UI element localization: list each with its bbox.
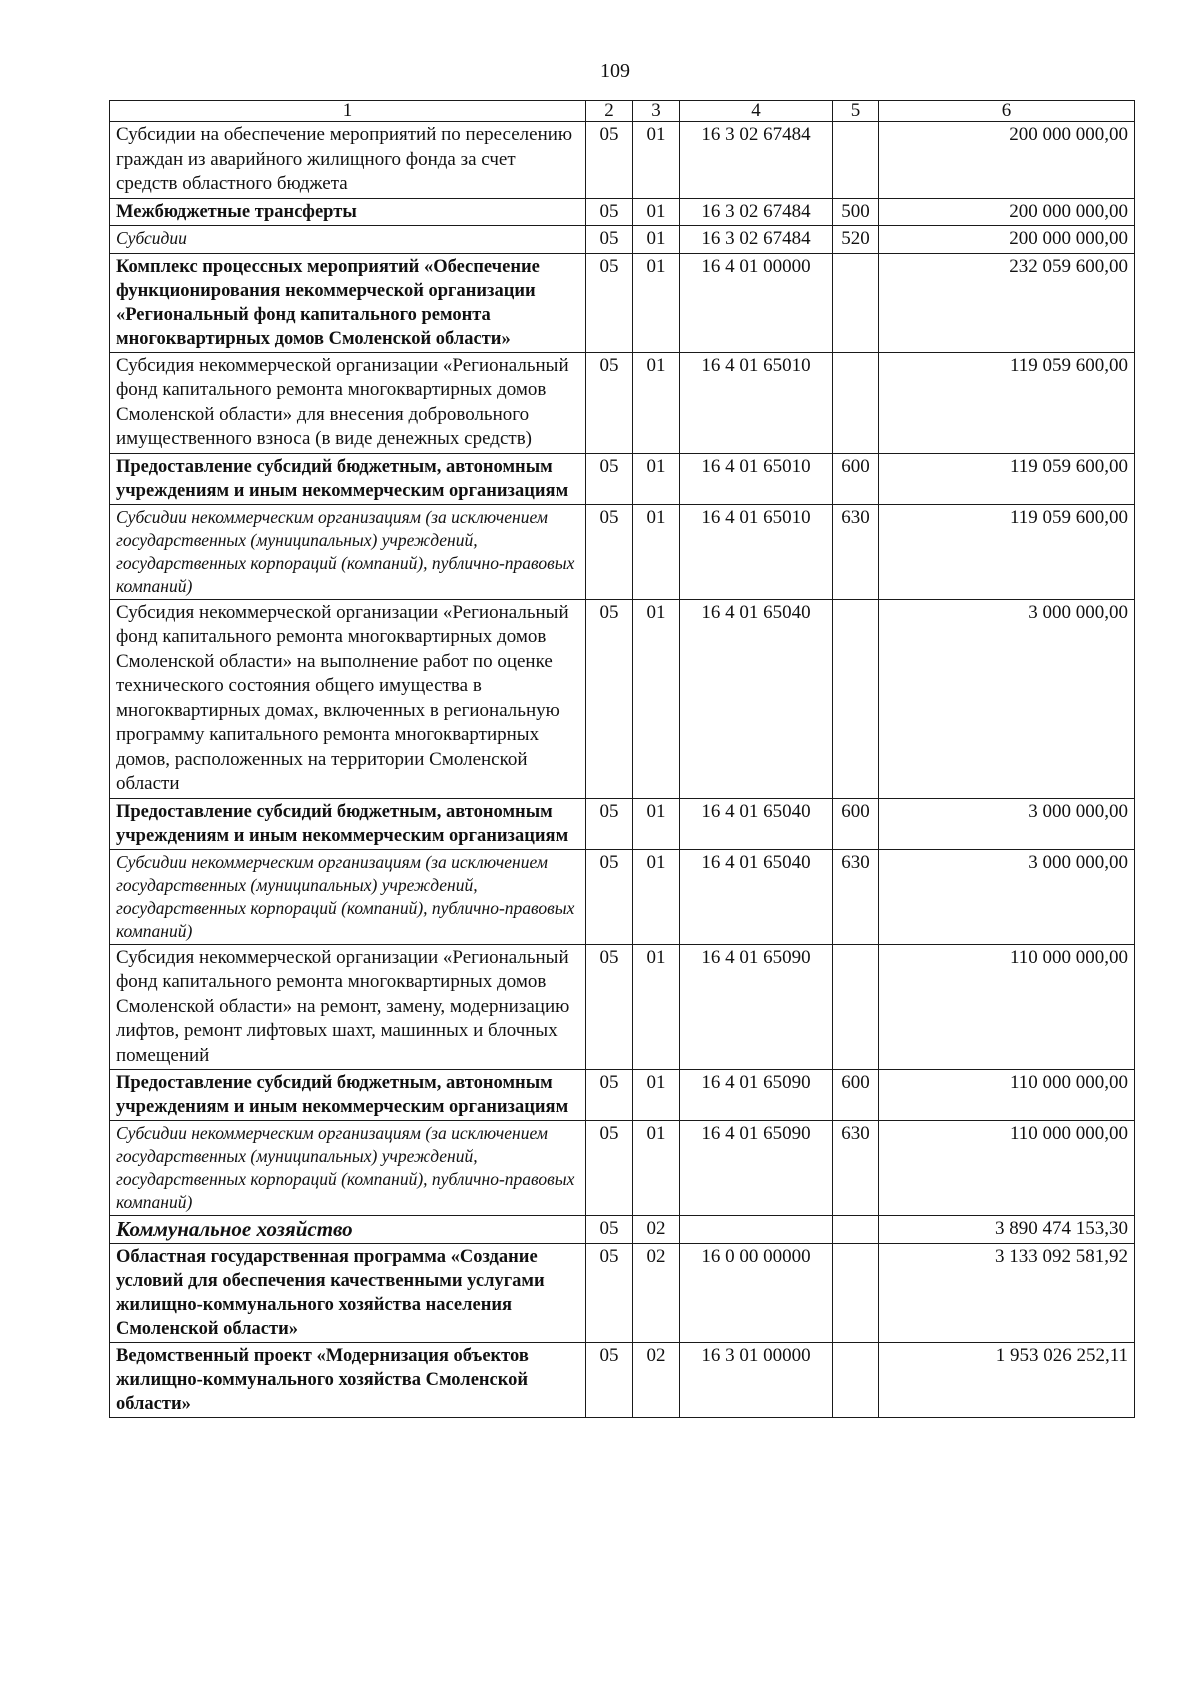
- row-name-cell: Субсидии на обеспечение мероприятий по переселению граждан из аварийного жилищного фонда за счет средств областного бюджета: [110, 122, 586, 199]
- row-amount-cell: 200 000 000,00: [879, 226, 1135, 254]
- row-csr-cell: 16 3 02 67484: [680, 198, 833, 226]
- row-podrazdel-cell: 01: [633, 944, 680, 1070]
- row-podrazdel-cell: 01: [633, 1070, 680, 1121]
- row-name-cell: Субсидия некоммерческой организации «Региональный фонд капитального ремонта многоквартирных домов Смоленской области» для внесения добровольного имущественного взноса (в виде денежных средств): [110, 352, 586, 453]
- row-razdel-cell: 05: [586, 798, 633, 849]
- table-row: [110, 849, 1135, 944]
- row-csr-cell: 16 4 01 65040: [680, 599, 833, 798]
- row-vr-cell: 600: [833, 798, 879, 849]
- budget-table: [109, 100, 1135, 1418]
- row-vr-cell: 600: [833, 1070, 879, 1121]
- row-podrazdel-cell: 02: [633, 1244, 680, 1343]
- row-razdel-cell: 05: [586, 849, 633, 944]
- row-vr-cell: 500: [833, 198, 879, 226]
- table-row: [110, 1070, 1135, 1121]
- row-csr-cell: 16 4 01 65090: [680, 1121, 833, 1216]
- row-vr-cell: 630: [833, 849, 879, 944]
- row-vr-cell: 600: [833, 453, 879, 504]
- row-amount-cell: 110 000 000,00: [879, 944, 1135, 1070]
- row-podrazdel-cell: 02: [633, 1216, 680, 1244]
- row-vr-cell: [833, 1343, 879, 1418]
- row-csr-cell: 16 4 01 65010: [680, 352, 833, 453]
- row-amount-cell: 200 000 000,00: [879, 122, 1135, 199]
- row-name-cell: Субсидия некоммерческой организации «Региональный фонд капитального ремонта многоквартирных домов Смоленской области» на выполнение работ по оценке технического состояния общего имущества в многоквартирных домах, включенных в региональную программу капитального ремонта многоквартирных домов, расположенных на территории Смоленской области: [110, 599, 586, 798]
- table-row: [110, 944, 1135, 1070]
- row-vr-cell: [833, 253, 879, 352]
- row-razdel-cell: 05: [586, 1343, 633, 1418]
- row-csr-cell: [680, 1216, 833, 1244]
- table-row: [110, 352, 1135, 453]
- header-cell-razdel: 2: [586, 101, 633, 122]
- row-name-cell: Межбюджетные трансферты: [110, 198, 586, 226]
- table-body: [110, 122, 1135, 1418]
- row-podrazdel-cell: 01: [633, 198, 680, 226]
- row-name-cell: Предоставление субсидий бюджетным, автономным учреждениям и иным некоммерческим организациям: [110, 1070, 586, 1121]
- header-cell-vr: 5: [833, 101, 879, 122]
- row-podrazdel-cell: 01: [633, 352, 680, 453]
- row-vr-cell: 630: [833, 504, 879, 599]
- row-podrazdel-cell: 01: [633, 453, 680, 504]
- row-csr-cell: 16 4 01 65090: [680, 1070, 833, 1121]
- row-amount-cell: 110 000 000,00: [879, 1121, 1135, 1216]
- table-row: [110, 122, 1135, 199]
- row-podrazdel-cell: 01: [633, 253, 680, 352]
- table-header: [110, 101, 1135, 122]
- table-row: [110, 1244, 1135, 1343]
- row-csr-cell: 16 0 00 00000: [680, 1244, 833, 1343]
- row-amount-cell: 3 000 000,00: [879, 849, 1135, 944]
- table-row: [110, 1121, 1135, 1216]
- row-amount-cell: 119 059 600,00: [879, 453, 1135, 504]
- table-row: [110, 453, 1135, 504]
- row-razdel-cell: 05: [586, 1070, 633, 1121]
- row-name-cell: Субсидии: [110, 226, 586, 254]
- table-row: [110, 226, 1135, 254]
- row-csr-cell: 16 4 01 65090: [680, 944, 833, 1070]
- row-name-cell: Областная государственная программа «Создание условий для обеспечения качественными услугами жилищно-коммунального хозяйства населения Смоленской области»: [110, 1244, 586, 1343]
- row-amount-cell: 110 000 000,00: [879, 1070, 1135, 1121]
- row-podrazdel-cell: 01: [633, 504, 680, 599]
- table-row: [110, 1216, 1135, 1244]
- row-name-cell: Предоставление субсидий бюджетным, автономным учреждениям и иным некоммерческим организациям: [110, 453, 586, 504]
- row-vr-cell: [833, 944, 879, 1070]
- row-vr-cell: [833, 122, 879, 199]
- row-razdel-cell: 05: [586, 1121, 633, 1216]
- row-csr-cell: 16 3 02 67484: [680, 122, 833, 199]
- row-name-cell: Ведомственный проект «Модернизация объектов жилищно-коммунального хозяйства Смоленской области»: [110, 1343, 586, 1418]
- row-podrazdel-cell: 01: [633, 599, 680, 798]
- table-row: [110, 198, 1135, 226]
- row-amount-cell: 3 890 474 153,30: [879, 1216, 1135, 1244]
- row-razdel-cell: 05: [586, 122, 633, 199]
- page-number: 109: [600, 60, 630, 82]
- row-csr-cell: 16 4 01 65010: [680, 453, 833, 504]
- row-name-cell: Субсидии некоммерческим организациям (за исключением государственных (муниципальных) учреждений, государственных корпораций (компаний), публично-правовых компаний): [110, 504, 586, 599]
- row-podrazdel-cell: 01: [633, 226, 680, 254]
- row-vr-cell: [833, 1216, 879, 1244]
- header-cell-csr: 4: [680, 101, 833, 122]
- row-amount-cell: 200 000 000,00: [879, 198, 1135, 226]
- row-razdel-cell: 05: [586, 198, 633, 226]
- row-vr-cell: 520: [833, 226, 879, 254]
- row-amount-cell: 119 059 600,00: [879, 504, 1135, 599]
- row-csr-cell: 16 4 01 65040: [680, 849, 833, 944]
- row-podrazdel-cell: 01: [633, 798, 680, 849]
- row-razdel-cell: 05: [586, 944, 633, 1070]
- table-row: [110, 798, 1135, 849]
- header-cell-podrazdel: 3: [633, 101, 680, 122]
- row-razdel-cell: 05: [586, 504, 633, 599]
- row-csr-cell: 16 4 01 65010: [680, 504, 833, 599]
- row-vr-cell: [833, 352, 879, 453]
- row-name-cell: Комплекс процессных мероприятий «Обеспечение функционирования некоммерческой организации «Региональный фонд капитального ремонта многоквартирных домов Смоленской области»: [110, 253, 586, 352]
- row-vr-cell: [833, 1244, 879, 1343]
- row-amount-cell: 3 000 000,00: [879, 599, 1135, 798]
- row-razdel-cell: 05: [586, 1216, 633, 1244]
- row-vr-cell: 630: [833, 1121, 879, 1216]
- table-row: [110, 1343, 1135, 1418]
- row-vr-cell: [833, 599, 879, 798]
- row-podrazdel-cell: 01: [633, 1121, 680, 1216]
- header-cell-amount: 6: [879, 101, 1135, 122]
- row-name-cell: Предоставление субсидий бюджетным, автономным учреждениям и иным некоммерческим организациям: [110, 798, 586, 849]
- row-amount-cell: 3 133 092 581,92: [879, 1244, 1135, 1343]
- header-row: [110, 101, 1135, 122]
- row-csr-cell: 16 3 01 00000: [680, 1343, 833, 1418]
- table-row: [110, 253, 1135, 352]
- row-name-cell: Коммунальное хозяйство: [110, 1216, 586, 1244]
- row-amount-cell: 119 059 600,00: [879, 352, 1135, 453]
- row-podrazdel-cell: 02: [633, 1343, 680, 1418]
- row-podrazdel-cell: 01: [633, 122, 680, 199]
- row-csr-cell: 16 3 02 67484: [680, 226, 833, 254]
- row-name-cell: Субсидия некоммерческой организации «Региональный фонд капитального ремонта многоквартирных домов Смоленской области» на ремонт, замену, модернизацию лифтов, ремонт лифтовых шахт, машинных и блочных помещений: [110, 944, 586, 1070]
- row-razdel-cell: 05: [586, 253, 633, 352]
- row-podrazdel-cell: 01: [633, 849, 680, 944]
- row-csr-cell: 16 4 01 65040: [680, 798, 833, 849]
- row-razdel-cell: 05: [586, 453, 633, 504]
- row-razdel-cell: 05: [586, 1244, 633, 1343]
- row-csr-cell: 16 4 01 00000: [680, 253, 833, 352]
- row-razdel-cell: 05: [586, 226, 633, 254]
- table-row: [110, 599, 1135, 798]
- header-cell-name: 1: [110, 101, 586, 122]
- row-razdel-cell: 05: [586, 599, 633, 798]
- row-name-cell: Субсидии некоммерческим организациям (за исключением государственных (муниципальных) учреждений, государственных корпораций (компаний), публично-правовых компаний): [110, 1121, 586, 1216]
- row-name-cell: Субсидии некоммерческим организациям (за исключением государственных (муниципальных) учреждений, государственных корпораций (компаний), публично-правовых компаний): [110, 849, 586, 944]
- row-razdel-cell: 05: [586, 352, 633, 453]
- row-amount-cell: 1 953 026 252,11: [879, 1343, 1135, 1418]
- row-amount-cell: 232 059 600,00: [879, 253, 1135, 352]
- row-amount-cell: 3 000 000,00: [879, 798, 1135, 849]
- table-row: [110, 504, 1135, 599]
